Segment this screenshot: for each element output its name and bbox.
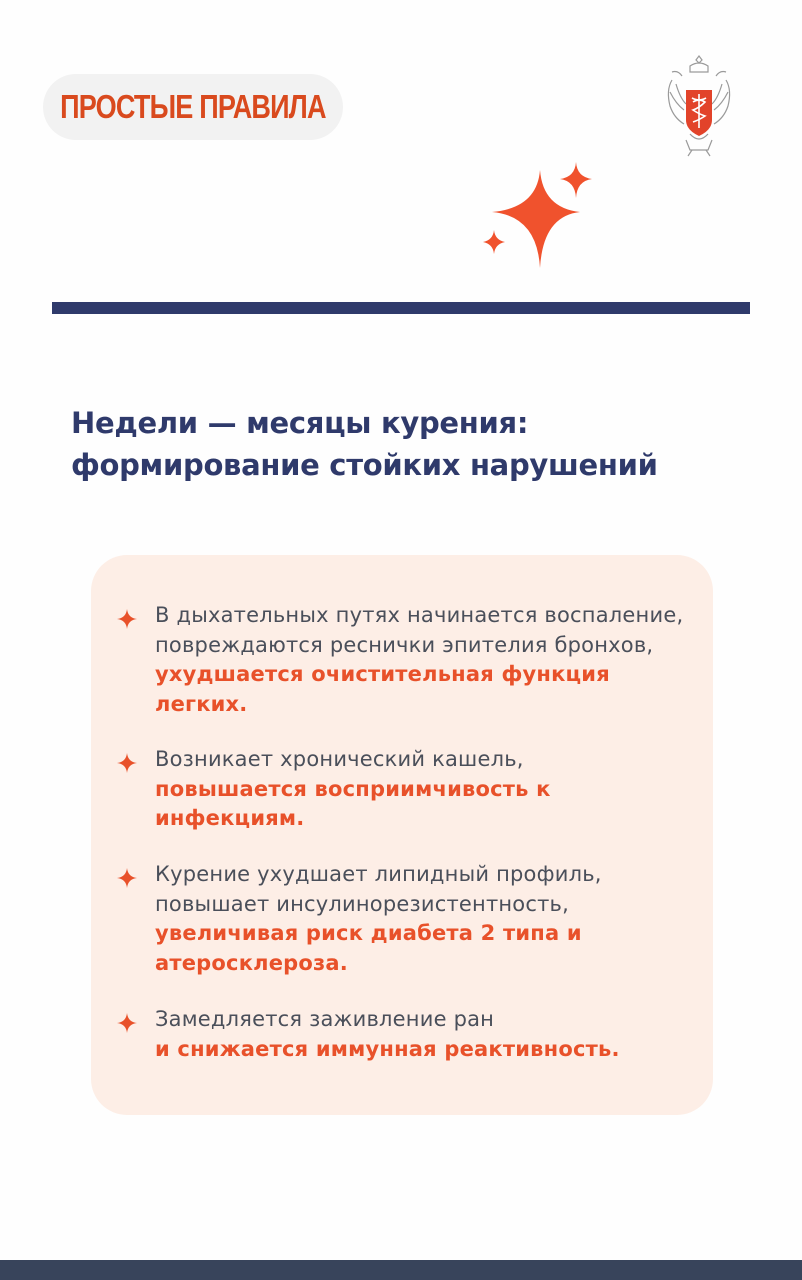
item-highlight: и снижается иммунная реактивность.	[155, 1036, 620, 1061]
section-divider	[52, 302, 750, 314]
star-bullet-icon	[117, 609, 137, 629]
item-highlight: ухудшается очистительная функция легких.	[155, 662, 610, 716]
footer-bar	[0, 1260, 802, 1280]
simple-rules-badge	[43, 74, 343, 140]
star-bullet-icon	[117, 1013, 137, 1033]
ministry-of-health-emblem-icon	[664, 52, 734, 158]
effects-card	[91, 555, 713, 1115]
item-highlight: увеличивая риск диабета 2 типа и атеросклероза.	[155, 921, 582, 975]
badge-label: ПРОСТЫЕ ПРАВИЛА	[60, 88, 326, 125]
star-bullet-icon	[117, 753, 137, 773]
title-line-2: формирование стойких нарушений	[71, 448, 658, 482]
sparkles-icon	[478, 160, 598, 272]
item-text: Замедляется заживление ран и снижается иммунная реактивность.	[155, 1007, 620, 1061]
star-bullet-icon	[117, 868, 137, 888]
item-text: В дыхательных путях начинается воспаление, повреждаются реснички эпителия бронхов, ухудшается очистительная функция легких.	[155, 603, 684, 716]
title-line-1: Недели — месяцы курения:	[71, 406, 529, 440]
item-text: Возникает хронический кашель, повышается восприимчивость к инфекциям.	[155, 747, 551, 830]
page-title	[71, 402, 771, 486]
item-highlight: повышается восприимчивость к инфекциям.	[155, 776, 551, 830]
item-text: Курение ухудшает липидный профиль, повышает инсулинорезистентность, увеличивая риск диабета 2 типа и атеросклероза.	[155, 862, 602, 975]
